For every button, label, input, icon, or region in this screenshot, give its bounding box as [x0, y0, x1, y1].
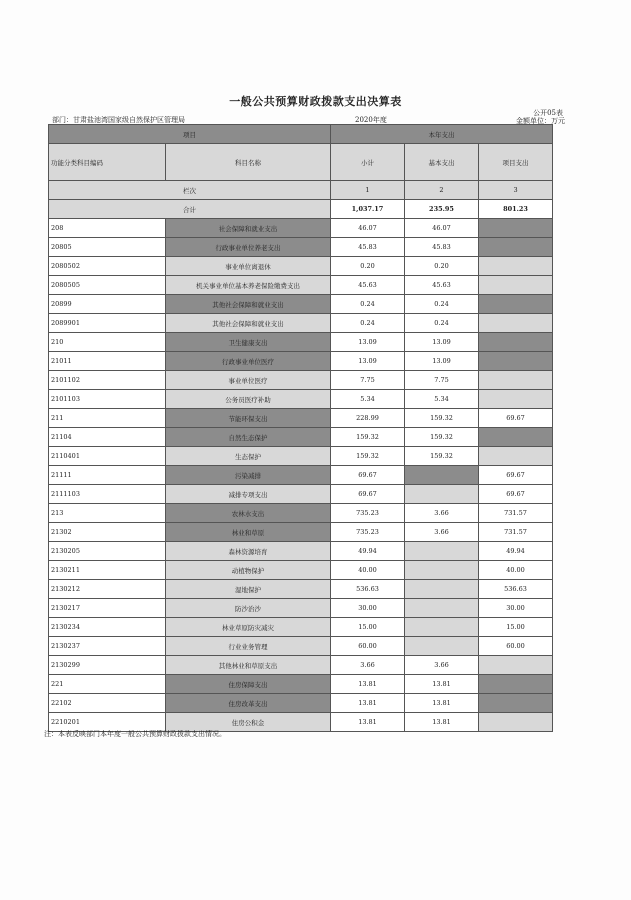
row-code: 2130212	[49, 580, 166, 599]
expenditure-table	[48, 124, 553, 732]
row-project	[479, 428, 553, 447]
table-row	[49, 428, 553, 447]
row-name: 社会保障和就业支出	[166, 219, 331, 238]
row-code: 21011	[49, 352, 166, 371]
row-project: 536.63	[479, 580, 553, 599]
row-subtotal: 159.32	[331, 428, 405, 447]
row-subtotal: 13.09	[331, 333, 405, 352]
row-name: 其他林业和草原支出	[166, 656, 331, 675]
row-subtotal: 30.00	[331, 599, 405, 618]
row-project	[479, 295, 553, 314]
row-basic: 5.34	[405, 390, 479, 409]
row-name: 污染减排	[166, 466, 331, 485]
row-subtotal: 15.00	[331, 618, 405, 637]
row-name: 农林水支出	[166, 504, 331, 523]
row-name: 自然生态保护	[166, 428, 331, 447]
row-basic: 0.20	[405, 257, 479, 276]
row-subtotal: 3.66	[331, 656, 405, 675]
row-name: 住房保障支出	[166, 675, 331, 694]
row-name: 事业单位离退休	[166, 257, 331, 276]
row-subtotal: 13.81	[331, 675, 405, 694]
header-subtotal: 小计	[331, 144, 405, 181]
row-subtotal: 45.83	[331, 238, 405, 257]
table-row	[49, 352, 553, 371]
row-basic: 13.81	[405, 675, 479, 694]
header-annual: 本年支出	[331, 125, 553, 144]
row-name: 其他社会保障和就业支出	[166, 295, 331, 314]
row-project: 15.00	[479, 618, 553, 637]
row-subtotal: 536.63	[331, 580, 405, 599]
department-label: 部门：甘肃盐池湾国家级自然保护区管理局	[52, 116, 185, 124]
row-project: 40.00	[479, 561, 553, 580]
table-row	[49, 580, 553, 599]
row-code: 21111	[49, 466, 166, 485]
row-basic	[405, 561, 479, 580]
row-project: 731.57	[479, 504, 553, 523]
unit-label: 金额单位：万元	[516, 117, 565, 125]
table-row	[49, 333, 553, 352]
footnote: 注：本表反映部门本年度一般公共预算财政拨款支出情况。	[44, 730, 226, 738]
row-name: 公务员医疗补助	[166, 390, 331, 409]
table-row	[49, 276, 553, 295]
row-code: 22102	[49, 694, 166, 713]
row-name: 住房公积金	[166, 713, 331, 732]
row-basic	[405, 599, 479, 618]
table-row	[49, 314, 553, 333]
row-basic: 13.81	[405, 713, 479, 732]
row-code: 2210201	[49, 713, 166, 732]
row-subtotal: 5.34	[331, 390, 405, 409]
row-basic: 46.07	[405, 219, 479, 238]
row-code: 2111103	[49, 485, 166, 504]
table-row	[49, 219, 553, 238]
row-basic: 45.63	[405, 276, 479, 295]
row-subtotal: 45.63	[331, 276, 405, 295]
table-row	[49, 656, 553, 675]
header-project: 项目支出	[479, 144, 553, 181]
row-basic: 3.66	[405, 504, 479, 523]
colno-2: 2	[405, 181, 479, 200]
header-item: 项目	[49, 125, 331, 144]
row-subtotal: 228.99	[331, 409, 405, 428]
table-row	[49, 447, 553, 466]
row-subtotal: 0.24	[331, 314, 405, 333]
row-subtotal: 735.23	[331, 504, 405, 523]
row-project	[479, 276, 553, 295]
row-code: 21104	[49, 428, 166, 447]
total-subtotal: 1,037.17	[331, 200, 405, 219]
row-code: 21302	[49, 523, 166, 542]
row-code: 2130211	[49, 561, 166, 580]
year-label: 2020年度	[355, 116, 387, 124]
row-subtotal: 46.07	[331, 219, 405, 238]
table-row	[49, 238, 553, 257]
header-code: 功能分类科目编码	[49, 144, 166, 181]
row-subtotal: 13.09	[331, 352, 405, 371]
row-name: 动植物保护	[166, 561, 331, 580]
table-row	[49, 694, 553, 713]
row-project: 49.94	[479, 542, 553, 561]
row-project	[479, 352, 553, 371]
row-code: 210	[49, 333, 166, 352]
row-subtotal: 60.00	[331, 637, 405, 656]
row-name: 林业和草原	[166, 523, 331, 542]
row-basic: 45.83	[405, 238, 479, 257]
row-subtotal: 13.81	[331, 694, 405, 713]
row-name: 机关事业单位基本养老保险缴费支出	[166, 276, 331, 295]
row-project	[479, 713, 553, 732]
row-subtotal: 159.32	[331, 447, 405, 466]
row-code: 2101102	[49, 371, 166, 390]
table-row	[49, 599, 553, 618]
row-name: 卫生健康支出	[166, 333, 331, 352]
row-code: 221	[49, 675, 166, 694]
row-basic	[405, 485, 479, 504]
row-basic	[405, 618, 479, 637]
row-name: 湿地保护	[166, 580, 331, 599]
table-row	[49, 409, 553, 428]
row-subtotal: 69.67	[331, 466, 405, 485]
row-subtotal: 40.00	[331, 561, 405, 580]
row-name: 减排专项支出	[166, 485, 331, 504]
form-number: 公开05表	[533, 109, 563, 117]
row-basic: 159.32	[405, 447, 479, 466]
header-row-2	[49, 144, 553, 181]
table-row	[49, 371, 553, 390]
row-basic: 0.24	[405, 314, 479, 333]
row-name: 行政事业单位养老支出	[166, 238, 331, 257]
colno-3: 3	[479, 181, 553, 200]
table-row	[49, 504, 553, 523]
row-name: 防沙治沙	[166, 599, 331, 618]
row-project: 69.67	[479, 409, 553, 428]
header-row-1	[49, 125, 553, 144]
row-code: 2080505	[49, 276, 166, 295]
page-title: 一般公共预算财政拨款支出决算表	[229, 95, 402, 108]
row-subtotal: 7.75	[331, 371, 405, 390]
row-project	[479, 694, 553, 713]
table-row	[49, 485, 553, 504]
row-basic	[405, 580, 479, 599]
table-row	[49, 637, 553, 656]
row-project	[479, 656, 553, 675]
row-project: 69.67	[479, 485, 553, 504]
row-subtotal: 49.94	[331, 542, 405, 561]
row-basic: 159.32	[405, 409, 479, 428]
row-code: 213	[49, 504, 166, 523]
table-row	[49, 257, 553, 276]
row-code: 208	[49, 219, 166, 238]
row-basic: 13.81	[405, 694, 479, 713]
table-row	[49, 466, 553, 485]
row-project	[479, 219, 553, 238]
row-code: 2130299	[49, 656, 166, 675]
row-code: 2101103	[49, 390, 166, 409]
row-project	[479, 333, 553, 352]
table-row	[49, 523, 553, 542]
table-row	[49, 295, 553, 314]
row-code: 2080502	[49, 257, 166, 276]
header-row-3	[49, 181, 553, 200]
row-code: 2130237	[49, 637, 166, 656]
row-project: 60.00	[479, 637, 553, 656]
row-project: 731.57	[479, 523, 553, 542]
row-code: 2130205	[49, 542, 166, 561]
row-code: 2130217	[49, 599, 166, 618]
total-label: 合计	[49, 200, 331, 219]
row-subtotal: 13.81	[331, 713, 405, 732]
row-project	[479, 447, 553, 466]
table-body	[49, 219, 553, 732]
table-row	[49, 561, 553, 580]
row-name: 行业业务管理	[166, 637, 331, 656]
row-name: 事业单位医疗	[166, 371, 331, 390]
row-subtotal: 69.67	[331, 485, 405, 504]
row-name: 生态保护	[166, 447, 331, 466]
row-subtotal: 735.23	[331, 523, 405, 542]
row-basic: 0.24	[405, 295, 479, 314]
table-row	[49, 618, 553, 637]
row-name: 其他社会保障和就业支出	[166, 314, 331, 333]
row-basic: 159.32	[405, 428, 479, 447]
row-basic	[405, 542, 479, 561]
row-code: 2130234	[49, 618, 166, 637]
row-basic: 3.66	[405, 523, 479, 542]
row-code: 211	[49, 409, 166, 428]
table-row	[49, 390, 553, 409]
row-project	[479, 675, 553, 694]
row-name: 森林资源培育	[166, 542, 331, 561]
table-row	[49, 542, 553, 561]
row-project	[479, 371, 553, 390]
row-project: 69.67	[479, 466, 553, 485]
total-row	[49, 200, 553, 219]
row-project	[479, 238, 553, 257]
colno-label: 栏次	[49, 181, 331, 200]
row-code: 20899	[49, 295, 166, 314]
row-name: 行政事业单位医疗	[166, 352, 331, 371]
row-code: 20805	[49, 238, 166, 257]
colno-1: 1	[331, 181, 405, 200]
row-name: 林业草原防灾减灾	[166, 618, 331, 637]
row-name: 住房改革支出	[166, 694, 331, 713]
row-basic: 3.66	[405, 656, 479, 675]
total-basic: 235.95	[405, 200, 479, 219]
row-project	[479, 314, 553, 333]
row-basic: 7.75	[405, 371, 479, 390]
row-subtotal: 0.20	[331, 257, 405, 276]
total-project: 801.23	[479, 200, 553, 219]
row-basic	[405, 466, 479, 485]
row-subtotal: 0.24	[331, 295, 405, 314]
header-name: 科目名称	[166, 144, 331, 181]
row-basic: 13.09	[405, 352, 479, 371]
row-basic	[405, 637, 479, 656]
row-code: 2110401	[49, 447, 166, 466]
row-project: 30.00	[479, 599, 553, 618]
row-code: 2089901	[49, 314, 166, 333]
table-row	[49, 675, 553, 694]
row-basic: 13.09	[405, 333, 479, 352]
header-basic: 基本支出	[405, 144, 479, 181]
row-project	[479, 257, 553, 276]
row-project	[479, 390, 553, 409]
row-name: 节能环保支出	[166, 409, 331, 428]
